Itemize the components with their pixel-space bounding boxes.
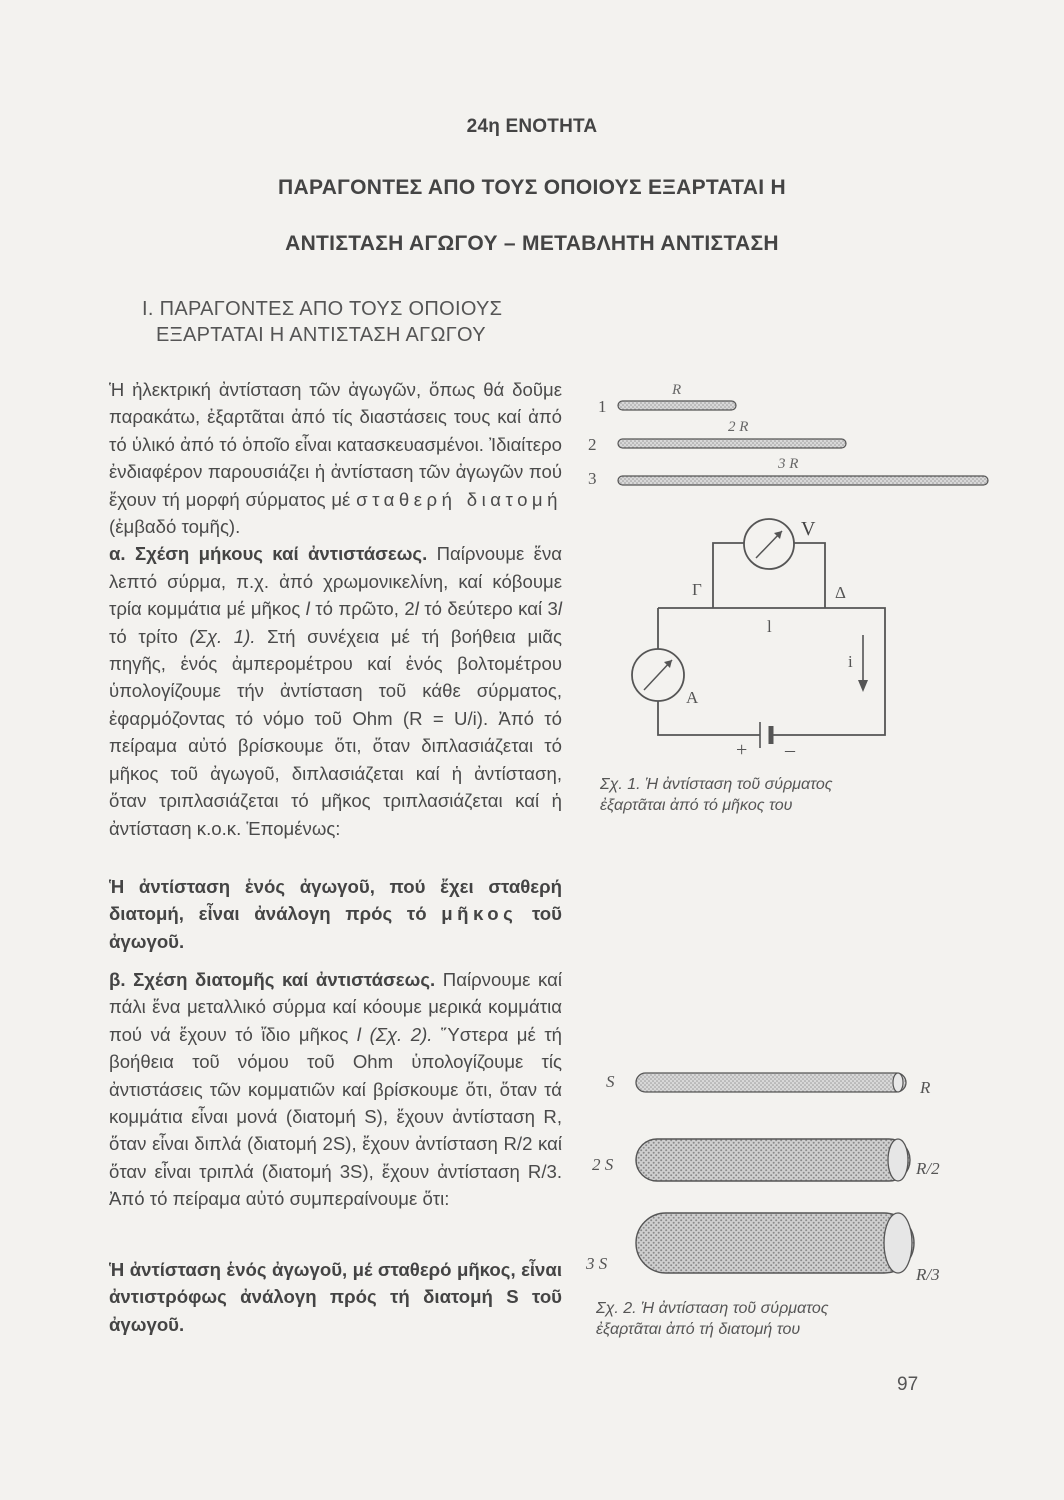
- section-heading-line-2: ΕΞΑΡΤΑΤΑΙ Η ΑΝΤΙΣΤΑΣΗ ΑΓΩΓΟΥ: [156, 324, 486, 346]
- battery-plus: +: [736, 739, 748, 761]
- section-2s-label: 2 S: [592, 1155, 614, 1174]
- current-arrow-head: [858, 680, 868, 692]
- voltmeter-label: V: [801, 518, 816, 540]
- wire-2-number: 2: [588, 435, 597, 454]
- wire-1-number: 1: [598, 397, 607, 416]
- wire-1: [618, 401, 736, 410]
- resistance-r2-label: R/2: [916, 1159, 940, 1178]
- wire-single: [636, 1073, 906, 1092]
- figure-2: [580, 1064, 1000, 1296]
- length-mark: l: [767, 617, 772, 636]
- wire-double-end: [888, 1139, 908, 1181]
- resistance-r3-label: R/3: [916, 1265, 940, 1284]
- battery-minus: –: [785, 739, 795, 761]
- wire-1-label: R: [672, 382, 682, 398]
- figure-1: [580, 370, 1020, 770]
- fig-ref-1: (Σχ. 1).: [189, 625, 256, 647]
- section-heading: [142, 296, 502, 348]
- wire-2: [618, 439, 846, 448]
- section-s-label: S: [606, 1072, 615, 1091]
- spaced-term: σταθερή διατομή: [356, 488, 562, 510]
- intro-paragraph: Ἡ ἠλεκτρική ἀντίσταση τῶν ἀγωγῶν, ὅπως θά δοῦμε παρακάτω, ἐξαρτᾶται ἀπό τίς διαστάσεις τους καί ἀπό τό ὑλικό ἀπό τό ὁποῖο εἶναι κατασκευασμένοι. Ἰδιαίτερο ἐνδιαφέρον παρουσιάζει ἡ ἀντίσταση τῶν ἀγωγῶν πού ἔχουν τή μορφή σύρματος μέ σταθερή διατομή (ἐμβαδό τομῆς).: [109, 379, 562, 538]
- title-line-2: ΑΝΤΙΣΤΑΣΗ ΑΓΩΓΟΥ – ΜΕΤΑΒΛΗΤΗ ΑΝΤΙΣΤΑΣΗ: [285, 232, 779, 255]
- wire-single-end: [893, 1073, 903, 1092]
- rule-a: Ἡ ἀντίσταση ἑνός ἀγωγοῦ, πού ἔχει σταθερή διατομή, εἶναι ἀνάλογη πρός τό μῆκος τοῦ ἀγωγοῦ.: [109, 876, 562, 952]
- current-label: i: [848, 652, 853, 671]
- section-heading-line-1: I. ΠΑΡΑΓΟΝΤΕΣ ΑΠΟ ΤΟΥΣ ΟΠΟΙΟΥΣ: [142, 298, 503, 320]
- rule-b: Ἡ ἀντίσταση ἑνός ἀγωγοῦ, μέ σταθερό μῆκος, εἶναι ἀντιστρόφως ἀνάλογη πρός τή διατομή S τοῦ ἀγωγοῦ.: [109, 1259, 562, 1335]
- wire-3: [618, 476, 988, 485]
- wire-double: [636, 1139, 910, 1181]
- ammeter-label: A: [686, 688, 699, 707]
- part-b: β. Σχέση διατομῆς καί ἀντιστάσεως. Παίρνουμε καί πάλι ἕνα μεταλλικό σύρμα καί κόουμε μερικά κομμάτια πού νά ἔχουν τό ἴδιο μῆκος l (Σχ. 2). Ὕστερα μέ τή βοήθεια τοῦ νόμου τοῦ Ohm ὑπολογίζουμε τίς ἀντιστάσεις τῶν κομματιῶν καί βρίσκουμε ὅτι, ὅταν τά κομμάτια εἶναι μονά (διατομή S), ἔχουν ἀντίσταση R, ὅταν εἶναι διπλά (διατομή 2S), ἔχουν ἀντίσταση R/2 καί ὅταν εἶναι τριπλά (διατομή 3S), ἔχουν ἀντίσταση R/3. Ἀπό τό πείραμα αὐτό συμπεραίνουμε ὅτι:: [109, 969, 563, 1210]
- fig-ref-2: (Σχ. 2).: [369, 1023, 433, 1045]
- figure-2-caption: Σχ. 2. Ἡ ἀντίσταση τοῦ σύρματος ἐξαρτᾶται ἀπό τή διατομή του: [596, 1300, 829, 1338]
- node-left-label: Γ: [692, 580, 702, 599]
- wire-3-number: 3: [588, 469, 597, 488]
- title-line-1: ΠΑΡΑΓΟΝΤΕΣ ΑΠΟ ΤΟΥΣ ΟΠΟΙΟΥΣ ΕΞΑΡΤΑΤΑΙ Η: [278, 176, 786, 199]
- part-b-heading: β. Σχέση διατομῆς καί ἀντιστάσεως.: [109, 969, 436, 990]
- circuit-left-lower-wire: [658, 700, 760, 735]
- wire-3-label: 3 R: [778, 456, 799, 472]
- node-right-label: Δ: [835, 583, 846, 602]
- figure-1-caption: Σχ. 1. Ἡ ἀντίσταση τοῦ σύρματος ἐξαρτᾶται ἀπό τό μῆκος του: [600, 776, 833, 814]
- resistance-r-label: R: [920, 1078, 931, 1097]
- part-a-paragraph: α. Σχέση μήκους καί ἀντιστάσεως. Παίρνουμε ἕνα λεπτό σύρμα, π.χ. ἀπό χρωμονικελίνη, καί κόβουμε τρία κομμάτια μέ μῆκος l τό πρῶτο, 2l τό δεύτερο καί 3l τό τρίτο (Σχ. 1). Στή συνέχεια μέ τή βοήθεια μιᾶς πηγῆς, ἑνός ἀμπερομέτρου καί ἑνός βολτομέτρου ὑπολογίζουμε τήν ἀντίσταση τοῦ κάθε σύρματος, ἐφαρμόζοντας τό νόμο τοῦ Ohm (R = U/i). Ἀπό τό πείραμα αὐτό βρίσκουμε ὅτι, ὅταν διπλασιάζεται τό μῆκος τοῦ ἀγωγοῦ, διπλασιάζεται καί ἡ ἀντίσταση, ὅταν τριπλασιάζεται τό μῆκος τριπλασιάζεται καί ἡ ἀντίσταση κ.ο.κ. Ἑπομένως:: [109, 543, 563, 839]
- wire-triple-end: [884, 1213, 912, 1273]
- part-a-heading: α. Σχέση μήκους καί ἀντιστάσεως.: [109, 543, 428, 565]
- wire-triple: [636, 1213, 914, 1273]
- intro-and-part-a: [109, 376, 562, 842]
- page-number: 97: [897, 1374, 919, 1395]
- section-3s-label: 3 S: [586, 1254, 608, 1273]
- wire-2-label: 2 R: [728, 419, 749, 435]
- unit-heading: 24η ΕΝΟΤΗΤΑ: [466, 116, 598, 137]
